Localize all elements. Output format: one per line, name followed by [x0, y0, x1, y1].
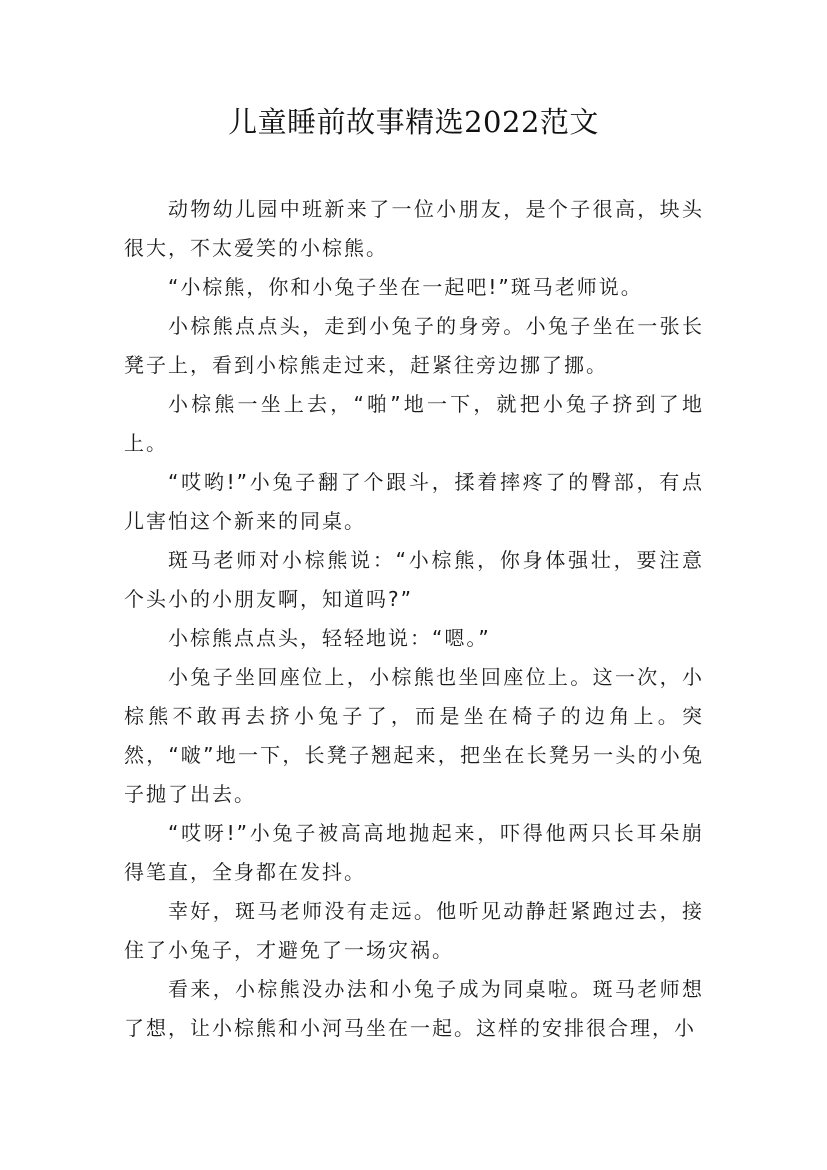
paragraph: “哎哟!”小兔子翻了个跟斗，揉着摔疼了的臀部，有点儿害怕这个新来的同桌。 — [124, 470, 704, 533]
document-title: 儿童睡前故事精选2022范文 — [228, 105, 599, 139]
paragraph: 小兔子坐回座位上，小棕熊也坐回座位上。这一次，小棕熊不敢再去挤小兔子了，而是坐在椅子的边角上。突然，“啵”地一下，长凳子翘起来，把坐在长凳另一头的小兔子抛了出去。 — [124, 665, 704, 806]
paragraph: 幸好，斑马老师没有走远。他听见动静赶紧跑过去，接住了小兔子，才避免了一场灾祸。 — [124, 899, 704, 962]
paragraph: 斑马老师对小棕熊说：“小棕熊，你身体强壮，要注意个头小的小朋友啊，知道吗?” — [124, 548, 704, 611]
paragraph: 小棕熊一坐上去，“啪”地一下，就把小兔子挤到了地上。 — [124, 392, 704, 455]
paragraph: 动物幼儿园中班新来了一位小朋友，是个子很高，块头很大，不太爱笑的小棕熊。 — [124, 197, 704, 260]
paragraph: “小棕熊，你和小兔子坐在一起吧!”斑马老师说。 — [168, 275, 643, 299]
paragraph: “哎呀!”小兔子被高高地抛起来，吓得他两只长耳朵崩得笔直，全身都在发抖。 — [124, 821, 704, 884]
paragraph: 小棕熊点点头，走到小兔子的身旁。小兔子坐在一张长凳子上，看到小棕熊走过来，赶紧往旁边挪了挪。 — [124, 314, 704, 377]
paragraph: 看来，小棕熊没办法和小兔子成为同桌啦。斑马老师想了想，让小棕熊和小河马坐在一起。这样的安排很合理，小 — [124, 977, 704, 1040]
document-body — [124, 190, 704, 1048]
paragraph: 小棕熊点点头，轻轻地说：“嗯。” — [168, 626, 491, 650]
